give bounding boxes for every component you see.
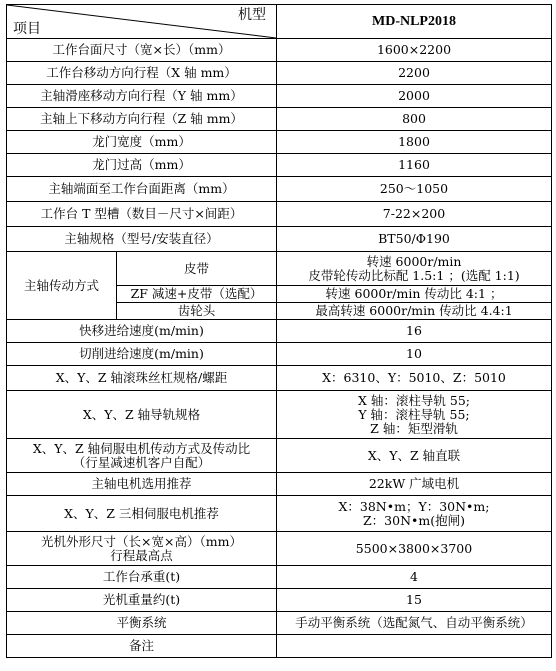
row-label: 工作台承重(t)	[7, 566, 277, 589]
row-label: 主轴滑座移动方向行程（Y 轴 mm）	[7, 85, 277, 108]
sub-value-line: 皮带轮传动比标配 1.5:1 ；(选配 1:1)	[308, 267, 520, 283]
table-row	[7, 566, 552, 589]
row-value: 22kW 广域电机	[277, 473, 552, 496]
row-label: 主轴上下移动方向行程（Z 轴 mm）	[7, 108, 277, 131]
header-diagonal-cell	[7, 5, 277, 39]
table-row	[7, 227, 552, 252]
table-row	[7, 202, 552, 227]
row-value: 1600×2200	[277, 39, 552, 62]
table-row	[7, 496, 552, 532]
row-label: X、Y、Z 轴滚珠丝杠规格/螺距	[7, 366, 277, 391]
table-row	[7, 635, 552, 658]
row-value: 2200	[277, 62, 552, 85]
value-line: Z：30N•m(抱闸)	[362, 512, 465, 528]
table-row	[7, 366, 552, 391]
row-label: 龙门过高（mm）	[7, 154, 277, 177]
sub-value-belt	[277, 252, 552, 286]
value-line: X：38N•m；Y：30N•m;	[338, 498, 490, 514]
table-row	[7, 391, 552, 439]
row-value: 7-22×200	[277, 202, 552, 227]
table-row	[7, 439, 552, 473]
row-label: 平衡系统	[7, 612, 277, 635]
table-row	[7, 177, 552, 202]
table-row	[7, 252, 552, 286]
model-column-label: 机型	[238, 7, 266, 23]
row-label	[7, 532, 277, 566]
table-row	[7, 532, 552, 566]
sub-label-gearhead: 齿轮头	[117, 303, 277, 320]
row-value	[277, 391, 552, 439]
row-label: 主轴电机选用推荐	[7, 473, 277, 496]
row-value: 4	[277, 566, 552, 589]
row-label: 切削进给速度(m/min)	[7, 343, 277, 366]
row-value: X、Y、Z 轴直联	[277, 439, 552, 473]
sub-value-line: 转速 6000r/min	[366, 253, 462, 269]
row-value: 1160	[277, 154, 552, 177]
row-value: 2000	[277, 85, 552, 108]
row-label	[7, 439, 277, 473]
row-label: 龙门宽度（mm）	[7, 131, 277, 154]
sub-value-zf: 转速 6000r/min 传动比 4:1 ；	[277, 286, 552, 303]
label-line: （行星减速机客户自配）	[72, 454, 211, 470]
table-row	[7, 320, 552, 343]
label-line: 光机外形尺寸（长×宽×高）（mm）	[41, 533, 242, 549]
row-value: X：6310、Y：5010、Z：5010	[277, 366, 552, 391]
row-value: 1800	[277, 131, 552, 154]
header-row	[7, 5, 552, 39]
row-value: 800	[277, 108, 552, 131]
row-value: 16	[277, 320, 552, 343]
table-row	[7, 473, 552, 496]
specification-table	[6, 4, 552, 658]
table-row	[7, 343, 552, 366]
row-value: 15	[277, 589, 552, 612]
row-label: 主轴端面至工作台面距离（mm）	[7, 177, 277, 202]
value-line: Z 轴：矩型滑轨	[370, 420, 458, 436]
label-line: X、Y、Z 轴伺服电机传动方式及传动比	[32, 440, 251, 456]
row-label: 主轴规格（型号/安装直径）	[7, 227, 277, 252]
table-row	[7, 85, 552, 108]
row-value: 手动平衡系统（选配氮气、自动平衡系统）	[277, 612, 552, 635]
row-value: BT50/Φ190	[277, 227, 552, 252]
table-row	[7, 154, 552, 177]
item-column-label: 项目	[13, 21, 41, 37]
table-row	[7, 131, 552, 154]
row-value: 250～1050	[277, 177, 552, 202]
value-line: Y 轴：滚柱导轨 55;	[358, 406, 470, 422]
table-row	[7, 39, 552, 62]
sub-label-belt: 皮带	[117, 252, 277, 286]
row-value: 5500×3800×3700	[277, 532, 552, 566]
table-row	[7, 612, 552, 635]
label-line: 行程最高点	[110, 547, 173, 563]
table-row	[7, 108, 552, 131]
table-row	[7, 589, 552, 612]
row-value	[277, 635, 552, 658]
row-label: 快移进给速度(m/min)	[7, 320, 277, 343]
row-label: X、Y、Z 三相伺服电机推荐	[7, 496, 277, 532]
row-label: 工作台 T 型槽（数目－尺寸×间距）	[7, 202, 277, 227]
row-value	[277, 496, 552, 532]
row-value: 10	[277, 343, 552, 366]
row-label: 工作台移动方向行程（X 轴 mm）	[7, 62, 277, 85]
value-line: X 轴：滚柱导轨 55;	[358, 392, 470, 408]
row-label: 备注	[7, 635, 277, 658]
row-label: 光机重量约(t)	[7, 589, 277, 612]
model-value: MD-NLP2018	[277, 5, 552, 39]
row-label: 工作台面尺寸（宽×长）（mm）	[7, 39, 277, 62]
sub-value-gearhead: 最高转速 6000r/min 传动比 4.4:1	[277, 303, 552, 320]
sub-label-zf: ZF 减速+皮带（选配）	[117, 286, 277, 303]
row-label: 主轴传动方式	[7, 252, 117, 320]
row-label: X、Y、Z 轴导轨规格	[7, 391, 277, 439]
diagonal-line	[7, 5, 276, 38]
table-row	[7, 62, 552, 85]
